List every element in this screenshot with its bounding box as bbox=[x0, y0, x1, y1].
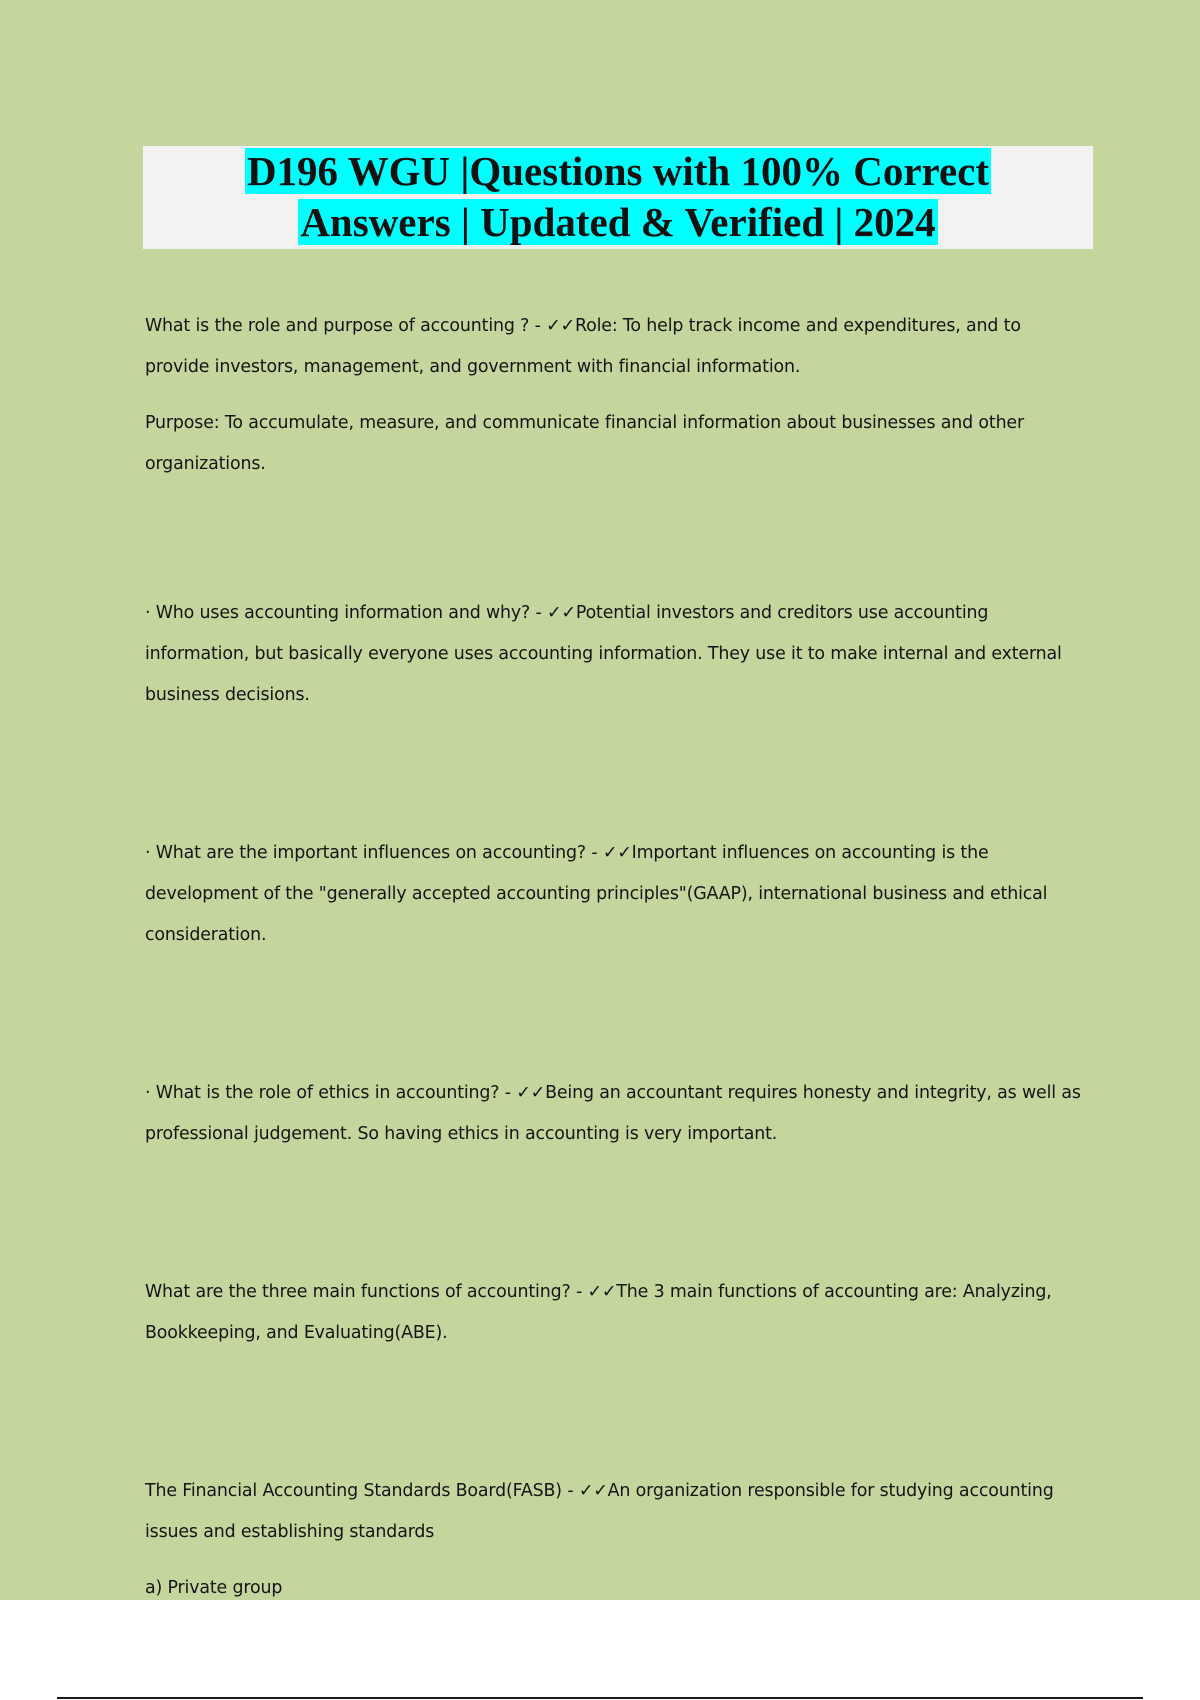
qa-paragraph-users: · Who uses accounting information and why? - ✓✓Potential investors and creditors use accounting information, but basically everyone uses accounting information. They use it to make internal and external business decisions. bbox=[145, 603, 1062, 705]
qa-paragraph-role-purpose: What is the role and purpose of accounting ? - ✓✓Role: To help track income and expenditures, and to provide investors, management, and government with financial information. bbox=[145, 316, 1021, 377]
document-body bbox=[145, 306, 1085, 1609]
title-line-2: Answers | Updated & Verified | 2024 bbox=[300, 199, 936, 245]
qa-paragraph-private-group: a) Private group bbox=[145, 1578, 283, 1598]
qa-paragraph-influences: · What are the important influences on accounting? - ✓✓Important influences on accounting is the development of the "generally accepted accounting principles"(GAAP), international business and ethical consideration. bbox=[145, 843, 1048, 945]
title-line-1: D196 WGU |Questions with 100% Correct bbox=[246, 148, 990, 194]
qa-paragraph-functions: What are the three main functions of accounting? - ✓✓The 3 main functions of accounting are: Analyzing, Bookkeeping, and Evaluating(ABE). bbox=[145, 1282, 1052, 1343]
qa-paragraph-fasb: The Financial Accounting Standards Board(FASB) - ✓✓An organization responsible for studying accounting issues and establishing standards bbox=[145, 1481, 1054, 1542]
qa-paragraph-ethics: · What is the role of ethics in accounting? - ✓✓Being an accountant requires honesty and integrity, as well as professional judgement. So having ethics in accounting is very important. bbox=[145, 1083, 1081, 1144]
title-banner bbox=[143, 146, 1093, 249]
qa-paragraph-purpose: Purpose: To accumulate, measure, and communicate financial information about businesses and other organizations. bbox=[145, 413, 1024, 474]
footer-divider bbox=[57, 1697, 1143, 1699]
